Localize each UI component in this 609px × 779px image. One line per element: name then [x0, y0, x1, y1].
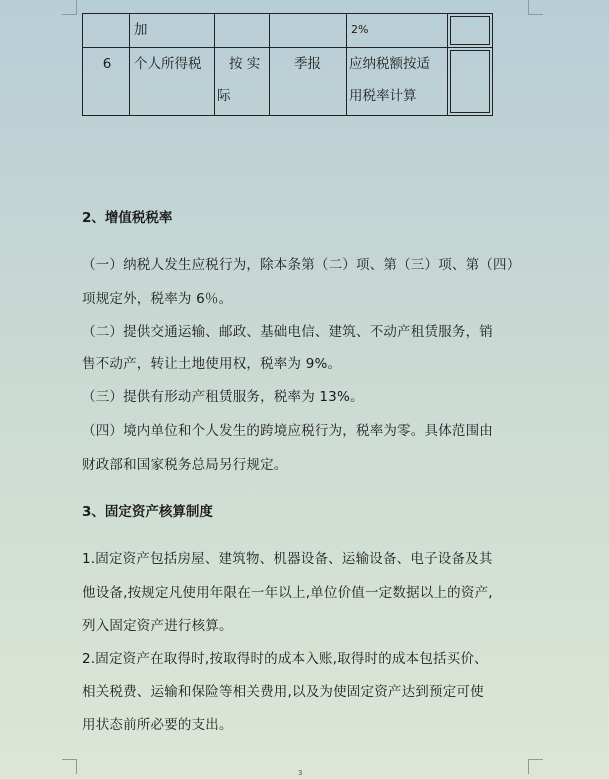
table-row [83, 48, 493, 116]
row-number: 6 [102, 56, 112, 72]
method-line: 按 实 [229, 56, 261, 72]
paragraph-line: 1.固定资产包括房屋、建筑物、机器设备、运输设备、电子设备及其 [82, 551, 493, 567]
paragraph-line: 售不动产，转让土地使用权，税率为 9%。 [82, 356, 342, 372]
inner-frame [450, 16, 490, 45]
table-cell [130, 48, 215, 116]
table-cell [215, 48, 270, 116]
cell-text: 加 [134, 22, 148, 38]
table-cell [215, 14, 270, 48]
filing-period: 季报 [294, 56, 321, 72]
paragraph-line: 财政部和国家税务总局另行规定。 [82, 457, 288, 473]
paragraph-line: （三）提供有形动产租赁服务，税率为 13%。 [82, 389, 364, 405]
table-row [83, 14, 493, 48]
page-number: 3 [298, 769, 303, 777]
cell-text: 2% [351, 23, 369, 36]
paragraph-line: （四）境内单位和个人发生的跨境应税行为，税率为零。具体范围由 [82, 423, 493, 439]
rate-line: 用税率计算 [349, 88, 417, 104]
paragraph-line: （一）纳税人发生应税行为，除本条第（二）项、第（三）项、第（四） [82, 257, 521, 273]
section3-heading: 3、固定资产核算制度 [82, 504, 213, 520]
table-cell [270, 48, 347, 116]
section2-heading: 2、增值税税率 [82, 210, 173, 226]
paragraph-line: 他设备,按规定凡使用年限在一年以上,单位价值一定数据以上的资产, [82, 585, 493, 601]
crop-mark-top-left [62, 0, 77, 15]
table-cell [130, 14, 215, 48]
paragraph-line: （二）提供交通运输、邮政、基础电信、建筑、不动产租赁服务，销 [82, 324, 493, 340]
table-cell [448, 14, 493, 48]
paragraph-line: 列入固定资产进行核算。 [82, 618, 233, 634]
table-cell [347, 14, 448, 48]
method-line: 际 [217, 88, 231, 104]
crop-mark-top-right [528, 0, 543, 15]
paragraph-line: 项规定外，税率为 6％。 [82, 291, 233, 307]
inner-frame [450, 50, 490, 113]
crop-mark-bottom-left [62, 759, 77, 774]
paragraph-line: 相关税费、运输和保险等相关费用,以及为使固定资产达到预定可使 [82, 684, 484, 700]
table-cell [448, 48, 493, 116]
paragraph-line: 用状态前所必要的支出。 [82, 717, 233, 733]
table-cell [83, 14, 130, 48]
paragraph-line: 2.固定资产在取得时,按取得时的成本入账,取得时的成本包括买价、 [82, 651, 488, 667]
table-cell [270, 14, 347, 48]
tax-table [82, 13, 493, 116]
table-cell [347, 48, 448, 116]
table-cell [83, 48, 130, 116]
rate-line: 应纳税额按适 [349, 56, 430, 72]
crop-mark-bottom-right [528, 759, 543, 774]
tax-item: 个人所得税 [134, 56, 202, 72]
